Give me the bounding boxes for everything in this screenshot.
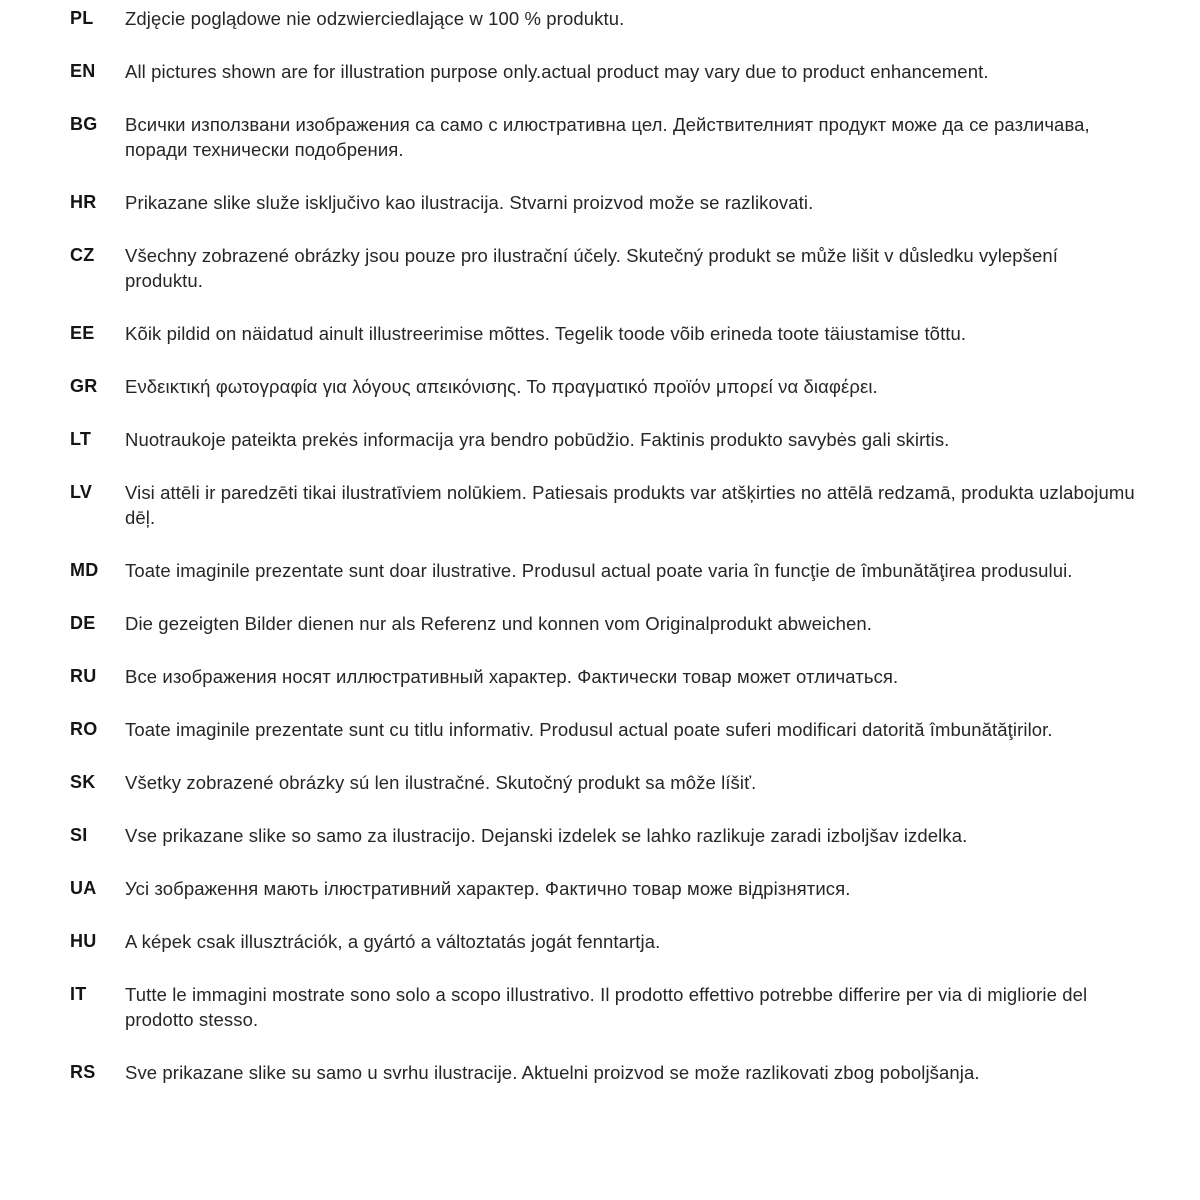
language-code-label: RO	[70, 719, 98, 739]
disclaimer-row	[70, 770, 1142, 795]
language-code-label: RU	[70, 666, 97, 686]
disclaimer-row	[70, 374, 1142, 399]
disclaimer-row	[70, 1060, 1142, 1085]
disclaimer-text: Toate imaginile prezentate sunt doar ilustrative. Produsul actual poate varia în funcţie de îmbunătăţirea produsului.	[125, 560, 1073, 581]
disclaimer-row	[70, 243, 1142, 293]
language-code-label: MD	[70, 560, 99, 580]
language-code-label: LV	[70, 482, 93, 502]
language-code-label: SK	[70, 772, 96, 792]
disclaimer-text: Всички използвани изображения са само с илюстративна цел. Действителният продукт може да се различава, поради технически подобрения.	[125, 114, 1090, 160]
disclaimer-text: Vse prikazane slike so samo za ilustracijo. Dejanski izdelek se lahko razlikuje zaradi izboljšav izdelka.	[125, 825, 968, 846]
disclaimer-row	[70, 982, 1142, 1032]
disclaimer-row	[70, 717, 1142, 742]
disclaimer-row	[70, 611, 1142, 636]
language-code-label: IT	[70, 984, 87, 1004]
disclaimer-text: Ενδεικτική φωτογραφία για λόγους απεικόνισης. Το πραγματικό προϊόν μπορεί να διαφέρει.	[125, 376, 878, 397]
disclaimer-text: Toate imaginile prezentate sunt cu titlu informativ. Produsul actual poate suferi modificari datorită îmbunătăţirilor.	[125, 719, 1053, 740]
disclaimer-row	[70, 427, 1142, 452]
disclaimer-row	[70, 823, 1142, 848]
language-code-label: BG	[70, 114, 98, 134]
language-code-label: EN	[70, 61, 96, 81]
language-code-label: DE	[70, 613, 96, 633]
language-code-label: LT	[70, 429, 92, 449]
disclaimer-row	[70, 558, 1142, 583]
disclaimer-text: Zdjęcie poglądowe nie odzwierciedlające w 100 % produktu.	[125, 8, 625, 29]
language-code-label: HU	[70, 931, 97, 951]
disclaimer-text: Tutte le immagini mostrate sono solo a scopo illustrativo. Il prodotto effettivo potrebbe differire per via di migliorie del prodotto stesso.	[125, 984, 1088, 1030]
disclaimer-row	[70, 929, 1142, 954]
disclaimer-text: Visi attēli ir paredzēti tikai ilustratīviem nolūkiem. Patiesais produkts var atšķirties no attēlā redzamā, produkta uzlabojumu dēļ.	[125, 482, 1135, 528]
disclaimer-text: Sve prikazane slike su samo u svrhu ilustracije. Aktuelni proizvod se može razlikovati zbog poboljšanja.	[125, 1062, 980, 1083]
disclaimer-text: Kõik pildid on näidatud ainult illustreerimise mõttes. Tegelik toode võib erineda toote täiustamise tõttu.	[125, 323, 967, 344]
disclaimer-row	[70, 6, 1142, 31]
language-code-label: PL	[70, 8, 94, 28]
disclaimer-text: Усі зображення мають ілюстративний характер. Фактично товар може відрізнятися.	[125, 878, 851, 899]
disclaimer-row	[70, 876, 1142, 901]
disclaimer-text: All pictures shown are for illustration purpose only.actual product may vary due to product enhancement.	[125, 61, 989, 82]
disclaimer-row	[70, 480, 1142, 530]
language-code-label: GR	[70, 376, 98, 396]
disclaimer-row	[70, 321, 1142, 346]
disclaimer-text: Die gezeigten Bilder dienen nur als Referenz und konnen vom Originalprodukt abweichen.	[125, 613, 872, 634]
disclaimer-row	[70, 664, 1142, 689]
disclaimer-text: Všetky zobrazené obrázky sú len ilustračné. Skutočný produkt sa môže líšiť.	[125, 772, 757, 793]
language-code-label: HR	[70, 192, 97, 212]
disclaimer-text: A képek csak illusztrációk, a gyártó a változtatás jogát fenntartja.	[125, 931, 661, 952]
language-code-label: CZ	[70, 245, 95, 265]
language-code-label: RS	[70, 1062, 96, 1082]
language-code-label: EE	[70, 323, 95, 343]
disclaimer-row	[70, 59, 1142, 84]
disclaimer-text: Prikazane slike služe isključivo kao ilustracija. Stvarni proizvod može se razlikovati.	[125, 192, 814, 213]
disclaimer-text: Все изображения носят иллюстративный характер. Фактически товар может отличаться.	[125, 666, 899, 687]
language-code-label: SI	[70, 825, 88, 845]
disclaimer-text: Nuotraukoje pateikta prekės informacija yra bendro pobūdžio. Faktinis produkto savybės gali skirtis.	[125, 429, 950, 450]
disclaimer-row	[70, 190, 1142, 215]
disclaimer-row	[70, 112, 1142, 162]
language-code-label: UA	[70, 878, 97, 898]
disclaimer-text: Všechny zobrazené obrázky jsou pouze pro ilustrační účely. Skutečný produkt se může lišit v důsledku vylepšení produktu.	[125, 245, 1059, 291]
